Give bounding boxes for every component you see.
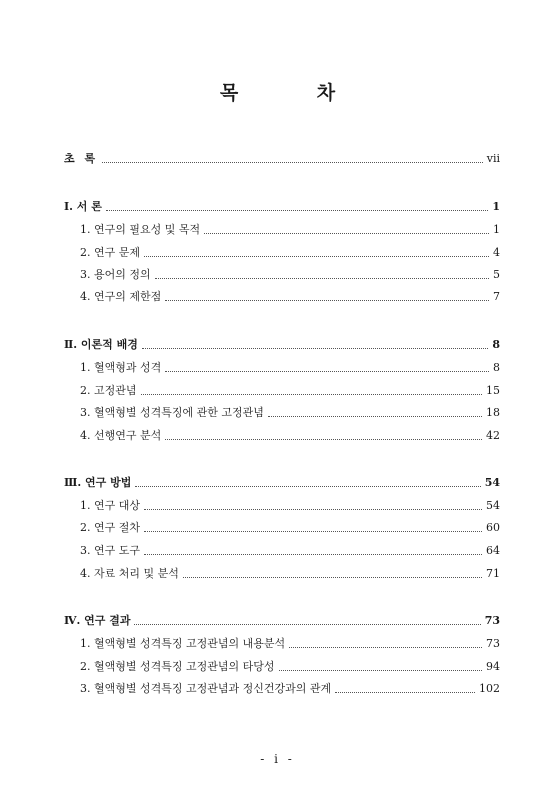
- dot-leader: [204, 233, 489, 234]
- toc-item-page: 4: [493, 246, 500, 259]
- dot-leader: [106, 210, 488, 211]
- toc-item-page: 102: [479, 682, 500, 695]
- toc-item-page: 71: [486, 567, 500, 580]
- toc-item-label: 1. 연구의 필요성 및 목적: [80, 223, 201, 236]
- toc-item-label: 1. 혈액형과 성격: [80, 361, 162, 374]
- toc-item[interactable]: [80, 542, 500, 558]
- toc-item[interactable]: [80, 221, 500, 237]
- toc-chapter-page: 54: [484, 476, 500, 489]
- toc-item-label: 2. 혈액형별 성격특징 고정관념의 타당성: [80, 660, 275, 673]
- page-title: 목 차: [219, 82, 372, 104]
- dot-leader: [144, 509, 482, 510]
- dot-leader: [183, 577, 482, 578]
- toc-chapter-label: Ⅳ. 연구 결과: [64, 614, 131, 627]
- toc-item-label: 3. 혈액형별 성격특징 고정관념과 정신건강과의 관계: [80, 682, 332, 695]
- dot-leader: [144, 256, 489, 257]
- toc-item-page: 1: [493, 223, 500, 236]
- toc-item-label: 3. 용어의 정의: [80, 268, 151, 281]
- toc-item-page: 54: [486, 499, 500, 512]
- toc-item[interactable]: [80, 427, 500, 443]
- toc-entry-label: 초 록: [64, 152, 99, 165]
- toc-item[interactable]: [80, 565, 500, 581]
- toc-chapter-label: Ⅲ. 연구 방법: [64, 476, 132, 489]
- dot-leader: [289, 647, 482, 648]
- toc-item-page: 64: [486, 544, 500, 557]
- toc-chapter-2[interactable]: [64, 336, 500, 352]
- toc-item-label: 2. 연구 절차: [80, 521, 140, 534]
- toc-item[interactable]: [80, 244, 500, 260]
- dot-leader: [142, 348, 488, 349]
- toc-item[interactable]: [80, 359, 500, 375]
- dot-leader: [155, 278, 489, 279]
- toc-item-label: 4. 선행연구 분석: [80, 429, 162, 442]
- toc-item-page: 8: [493, 361, 500, 374]
- toc-item[interactable]: [80, 497, 500, 513]
- dot-leader: [165, 300, 489, 301]
- toc-chapter-4[interactable]: [64, 612, 500, 628]
- toc-item-page: 94: [486, 660, 500, 673]
- dot-leader: [165, 371, 489, 372]
- dot-leader: [165, 439, 482, 440]
- dot-leader: [335, 692, 475, 693]
- toc-item[interactable]: [80, 266, 500, 282]
- toc-item-page: 42: [486, 429, 500, 442]
- toc-chapter-page: 73: [484, 614, 500, 627]
- toc-chapter-page: 8: [492, 338, 500, 351]
- toc-item-label: 2. 연구 문제: [80, 246, 140, 259]
- toc-item-page: 5: [493, 268, 500, 281]
- toc-entry-abstract[interactable]: [64, 150, 500, 166]
- toc-item-page: 15: [486, 384, 500, 397]
- dot-leader: [141, 394, 483, 395]
- toc-item-page: 60: [486, 521, 500, 534]
- toc-item[interactable]: [80, 680, 500, 696]
- dot-leader: [268, 416, 482, 417]
- toc-item-label: 1. 연구 대상: [80, 499, 140, 512]
- toc-item[interactable]: [80, 635, 500, 651]
- toc-chapter-1[interactable]: [64, 198, 500, 214]
- toc-item[interactable]: [80, 519, 500, 535]
- toc-item-label: 4. 연구의 제한점: [80, 290, 162, 303]
- toc-item-page: 18: [486, 406, 500, 419]
- toc-entry-page: vii: [486, 152, 500, 165]
- toc-chapter-page: 1: [492, 200, 500, 213]
- toc-item-label: 1. 혈액형별 성격특징 고정관념의 내용분석: [80, 637, 286, 650]
- toc-item-page: 73: [486, 637, 500, 650]
- toc-item-label: 3. 연구 도구: [80, 544, 140, 557]
- toc-item-label: 4. 자료 처리 및 분석: [80, 567, 179, 580]
- page-number-footer: - i -: [260, 752, 295, 766]
- toc-item[interactable]: [80, 658, 500, 674]
- dot-leader: [134, 624, 480, 625]
- toc-item[interactable]: [80, 382, 500, 398]
- dot-leader: [279, 670, 483, 671]
- toc-item[interactable]: [80, 288, 500, 304]
- toc-chapter-3[interactable]: [64, 474, 500, 490]
- toc-chapter-label: Ⅱ. 이론적 배경: [64, 338, 138, 351]
- dot-leader: [144, 554, 482, 555]
- toc-item-label: 3. 혈액형별 성격특징에 관한 고정관념: [80, 406, 264, 419]
- dot-leader: [144, 531, 482, 532]
- dot-leader: [135, 486, 480, 487]
- toc-item-label: 2. 고정관념: [80, 384, 137, 397]
- toc-chapter-label: Ⅰ. 서 론: [64, 200, 102, 213]
- toc-item[interactable]: [80, 404, 500, 420]
- toc-item-page: 7: [493, 290, 500, 303]
- dot-leader: [102, 162, 483, 163]
